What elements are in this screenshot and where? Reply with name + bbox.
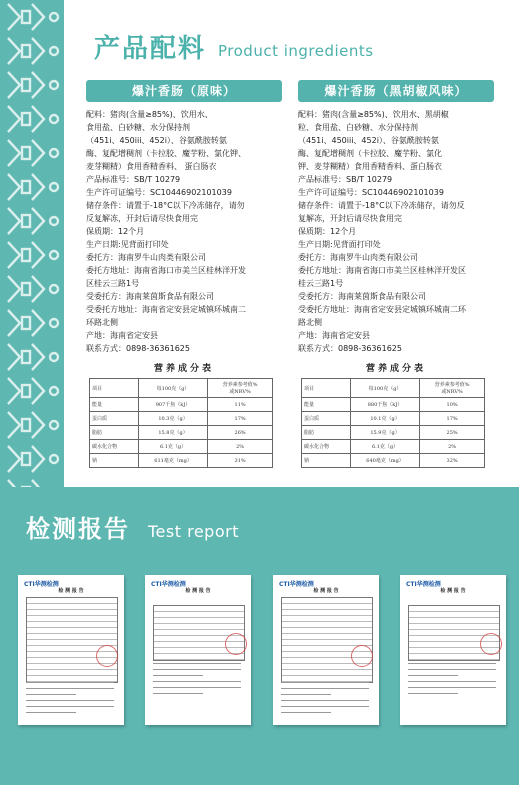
nutrition-cell: 15.9克（g）: [350, 426, 419, 440]
info-line: 生产日期:见背面打印处: [86, 240, 169, 249]
report-text-line: [26, 712, 76, 713]
nutrition-header-row: [90, 379, 273, 398]
nutrition-header-cell: 营养素参考值% 或NRV%: [420, 379, 485, 398]
report-text-line: [153, 669, 241, 670]
section-title: 产品配料: [94, 34, 207, 64]
info-line: 储存条件：请置于-18°C以下冷冻储存，请勿反: [298, 201, 465, 210]
report-text-line: [408, 669, 496, 670]
nutrition-cell: 640毫克（mg）: [350, 454, 419, 468]
info-line: 生产日期:见背面打印处: [298, 240, 381, 249]
product-label: 爆汁香肠（原味）: [86, 80, 282, 102]
ingredients-panel: [64, 0, 519, 487]
nutrition-cell: 10.1克（g）: [350, 412, 419, 426]
info-line: 生产许可证编号：SC10446902101039: [298, 188, 444, 197]
report-text-line: [281, 700, 369, 701]
info-line: 储存条件：请置于-18°C以下冷冻储存，请勿: [86, 201, 245, 210]
section-subtitle: Product ingredients: [218, 42, 374, 60]
nutrition-row: [90, 412, 273, 426]
red-seal-stamp: [351, 645, 373, 667]
nutrition-row: [90, 454, 273, 468]
info-line: 联系方式：0898-36361625: [298, 344, 402, 353]
nutrition-row: [302, 398, 485, 412]
nutrition-header-cell: 项目: [302, 379, 351, 398]
report-heading: 检 测 报 告: [58, 588, 84, 594]
nutrition-cell: 能量: [302, 398, 351, 412]
report-text-line: [281, 682, 369, 683]
nutrition-cell: 26%: [208, 426, 273, 440]
nutrition-cell: 碳水化合物: [302, 440, 351, 454]
report-text-line: [408, 675, 458, 676]
nutrition-row: [302, 426, 485, 440]
red-seal-stamp: [96, 645, 118, 667]
nutrition-row: [302, 440, 485, 454]
report-text-line: [153, 693, 203, 694]
test-report-title: 检测报告: [26, 515, 130, 543]
info-line: 产品标准号：SB/T 10279: [298, 175, 393, 184]
cti-logo: CTI华测检测: [151, 581, 186, 588]
nutrition-cell: 脂肪: [90, 426, 139, 440]
nutrition-cell: 907千焦（kJ）: [138, 398, 207, 412]
nutrition-cell: 蛋白质: [90, 412, 139, 426]
report-text-line: [408, 693, 458, 694]
info-line: 委托方：海南罗牛山肉类有限公司: [298, 253, 418, 262]
test-report-thumbnail[interactable]: [400, 575, 506, 725]
nutrition-header-cell: 每100克（g）: [138, 379, 207, 398]
report-text-line: [26, 700, 114, 701]
nutrition-cell: 2%: [420, 440, 485, 454]
info-line: 产地：海南省定安县: [298, 331, 370, 340]
nutrition-cell: 6.1克（g）: [350, 440, 419, 454]
nutrition-header-cell: 营养素参考值% 或NRV%: [208, 379, 273, 398]
nutrition-cell: 2%: [208, 440, 273, 454]
nutrition-row: [90, 426, 273, 440]
report-text-line: [408, 681, 496, 682]
report-text-line: [26, 706, 114, 707]
report-text-line: [281, 706, 369, 707]
info-line: （451i、450iii、452i）、谷氨酰胺转氨: [86, 136, 227, 145]
report-gallery: [0, 575, 519, 785]
nutrition-cell: 15.8克（g）: [138, 426, 207, 440]
report-heading: 检 测 报 告: [313, 588, 339, 594]
test-report-thumbnail[interactable]: [145, 575, 251, 725]
nutrition-title: 营养成分表: [153, 364, 214, 374]
report-text-line: [281, 688, 369, 689]
report-text-line: [153, 681, 241, 682]
nutrition-cell: 32%: [420, 454, 485, 468]
report-table-row: [409, 654, 499, 660]
test-report-subtitle: Test report: [148, 522, 239, 541]
nutrition-row: [302, 412, 485, 426]
info-line: 反复解冻，开封后请尽快食用完: [86, 214, 198, 223]
nutrition-cell: 6.1克（g）: [138, 440, 207, 454]
info-line: 保质期：12个月: [298, 227, 357, 236]
nutrition-cell: 11%: [208, 398, 273, 412]
nutrition-cell: 蛋白质: [302, 412, 351, 426]
nutrition-header-row: [302, 379, 485, 398]
report-text-line: [26, 688, 114, 689]
cti-logo: CTI华测检测: [279, 581, 314, 588]
info-line: 钾、麦芽糊精）食用香精香料、蛋白肠衣: [298, 162, 442, 171]
nutrition-row: [90, 398, 273, 412]
report-text-line: [26, 682, 114, 683]
report-text-line: [408, 687, 496, 688]
info-line: 区桂云三路1号: [86, 279, 140, 288]
nutrition-cell: 10.3克（g）: [138, 412, 207, 426]
nutrition-cell: 10%: [420, 398, 485, 412]
nutrition-cell: 17%: [420, 412, 485, 426]
info-line: 委托方地址：海南省海口市美兰区桂林洋开发: [86, 266, 246, 275]
red-seal-stamp: [225, 633, 247, 655]
ingredient-info: [86, 108, 282, 355]
test-report-thumbnail[interactable]: [18, 575, 124, 725]
nutrition-cell: 880千焦（kJ）: [350, 398, 419, 412]
info-line: 麦芽糊精）食用香精香料、 蛋白肠衣: [86, 162, 217, 171]
report-table: [281, 597, 373, 683]
ingredient-info: [298, 108, 494, 355]
nutrition-row: [90, 440, 273, 454]
report-text-line: [153, 687, 241, 688]
info-line: 酶、复配增稠剂（卡拉胶、魔芋粉、氯化: [298, 149, 442, 158]
product-column-original: [86, 80, 282, 468]
nutrition-cell: 25%: [420, 426, 485, 440]
nutrition-table: [89, 378, 273, 468]
info-line: 受委托方地址：海南省定安县定城镇环城南二环: [298, 305, 466, 314]
nutrition-header-cell: 项目: [90, 379, 139, 398]
nutrition-header-cell: 每100克（g）: [350, 379, 419, 398]
nutrition-cell: 碳水化合物: [90, 440, 139, 454]
info-line: 酶、复配增稠剂（卡拉胶、魔芋粉、氯化钾、: [86, 149, 246, 158]
info-line: 环路北侧: [86, 318, 118, 327]
ethnic-pattern-border: [0, 0, 64, 487]
report-text-line: [153, 675, 203, 676]
nutrition-cell: 17%: [208, 412, 273, 426]
cti-logo: CTI华测检测: [406, 581, 441, 588]
info-line: 保质期：12个月: [86, 227, 145, 236]
report-table-row: [154, 654, 244, 660]
info-line: 产品标准号：SB/T 10279: [86, 175, 181, 184]
report-text-line: [281, 712, 331, 713]
info-line: 受委托方地址：海南省定安县定城镇环城南二: [86, 305, 246, 314]
report-text-line: [281, 694, 331, 695]
cti-logo: CTI华测检测: [24, 581, 59, 588]
info-line: 委托方地址：海南省海口市美兰区桂林洋开发区: [298, 266, 466, 275]
nutrition-cell: 钠: [90, 454, 139, 468]
info-line: 受委托方：海南莱茵斯食品有限公司: [86, 292, 214, 301]
info-line: 食用盐、白砂糖、水分保持剂: [86, 123, 190, 132]
red-seal-stamp: [480, 633, 502, 655]
info-line: 受委托方：海南莱茵斯食品有限公司: [298, 292, 426, 301]
info-line: 生产许可证编号：SC10446902101039: [86, 188, 232, 197]
report-text-line: [26, 694, 76, 695]
test-report-section: [0, 487, 519, 785]
report-text-line: [408, 663, 496, 664]
nutrition-title: 营养成分表: [365, 364, 426, 374]
product-label: 爆汁香肠（黑胡椒风味）: [298, 80, 494, 102]
nutrition-table: [301, 378, 485, 468]
info-line: 委托方：海南罗牛山肉类有限公司: [86, 253, 206, 262]
info-line: 产地：海南省定安县: [86, 331, 158, 340]
info-line: 复解冻，开封后请尽快食用完: [298, 214, 402, 223]
report-table: [26, 597, 118, 683]
info-line: 路北侧: [298, 318, 322, 327]
info-line: （451i、450iii、452i）、谷氨酰胺转氨: [298, 136, 439, 145]
product-column-black-pepper: [298, 80, 494, 468]
nutrition-cell: 脂肪: [302, 426, 351, 440]
report-text-line: [153, 663, 241, 664]
test-report-thumbnail[interactable]: [273, 575, 379, 725]
nutrition-cell: 611毫克（mg）: [138, 454, 207, 468]
info-line: 配料：猪肉(含量≥85%)、饮用水、黑胡椒: [298, 110, 449, 119]
info-line: 桂云三路1号: [298, 279, 344, 288]
nutrition-cell: 能量: [90, 398, 139, 412]
nutrition-cell: 31%: [208, 454, 273, 468]
report-heading: 检 测 报 告: [440, 588, 466, 594]
nutrition-cell: 钠: [302, 454, 351, 468]
report-heading: 检 测 报 告: [185, 588, 211, 594]
info-line: 粒、食用盐、白砂糖、水分保持剂: [298, 123, 418, 132]
nutrition-row: [302, 454, 485, 468]
info-line: 配料：猪肉(含量≥85%)、饮用水、: [86, 110, 213, 119]
info-line: 联系方式：0898-36361625: [86, 344, 190, 353]
